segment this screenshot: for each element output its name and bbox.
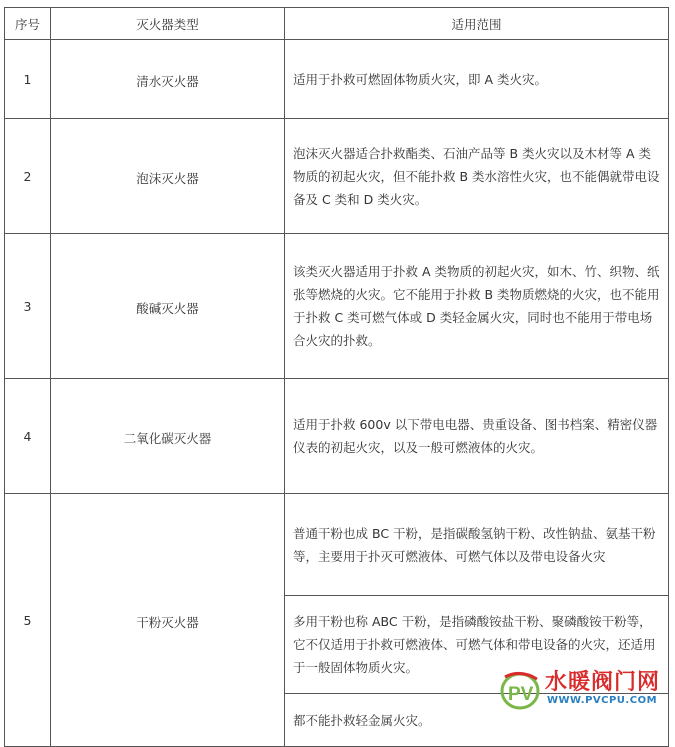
usage-scope-bc-powder: 普通干粉也成 BC 干粉，是指碳酸氢钠干粉、改性钠盐、氨基干粉等，主要用于扑灭可燃液体、可燃气体以及带电设备火灾 — [285, 494, 669, 596]
extinguisher-type: 二氧化碳灭火器 — [51, 379, 285, 494]
header-number: 序号 — [5, 8, 51, 40]
table-row — [5, 379, 669, 494]
usage-scope: 适用于扑救 600v 以下带电电器、贵重设备、图书档案、精密仪器仪表的初起火灾，以及一般可燃液体的火灾。 — [285, 379, 669, 494]
logo-letters: PV — [508, 684, 534, 705]
header-scope: 适用范围 — [285, 8, 669, 40]
row-number: 3 — [5, 234, 51, 379]
watermark — [499, 665, 671, 715]
usage-scope: 泡沫灭火器适合扑救酯类、石油产品等 B 类火灾以及木材等 A 类物质的初起火灾，但不能扑救 B 类水溶性火灾，也不能偶就带电设备及 C 类和 D 类火灾。 — [285, 119, 669, 234]
usage-scope: 该类灭火器适用于扑救 A 类物质的初起火灾，如木、竹、织物、纸张等燃烧的火灾。它不能用于扑救 B 类物质燃烧的火灾，也不能用于扑救 C 类可燃气体或 D 类轻金属火灾，同时也不能用于带电场合火灾的扑救。 — [285, 234, 669, 379]
table-row — [5, 234, 669, 379]
extinguisher-type: 泡沫灭火器 — [51, 119, 285, 234]
row-number: 5 — [5, 494, 51, 747]
table-header-row — [5, 8, 669, 40]
extinguisher-type: 酸碱灭火器 — [51, 234, 285, 379]
table-row — [5, 119, 669, 234]
extinguisher-type: 干粉灭火器 — [51, 494, 285, 747]
header-type: 灭火器类型 — [51, 8, 285, 40]
pv-logo-icon — [499, 667, 541, 711]
row-number: 4 — [5, 379, 51, 494]
usage-scope-limitation: 都不能扑救轻金属火灾。 — [285, 694, 669, 747]
fire-extinguisher-table — [4, 7, 669, 747]
table-row — [5, 40, 669, 119]
usage-scope: 适用于扑救可燃固体物质火灾，即 A 类火灾。 — [285, 40, 669, 119]
extinguisher-type: 清水灭火器 — [51, 40, 285, 119]
row-number: 1 — [5, 40, 51, 119]
row-number: 2 — [5, 119, 51, 234]
usage-scope-abc-powder: 多用干粉也称 ABC 干粉，是指磷酸铵盐干粉、聚磷酸铵干粉等，它不仅适用于扑救可燃液体、可燃气体和带电设备的火灾，还适用于一般固体物质火灾。 — [285, 596, 669, 694]
table-row — [5, 494, 669, 596]
watermark-title: 水暖阀门网 — [545, 670, 661, 695]
watermark-url: WWW.PVCPU.COM — [547, 695, 658, 706]
